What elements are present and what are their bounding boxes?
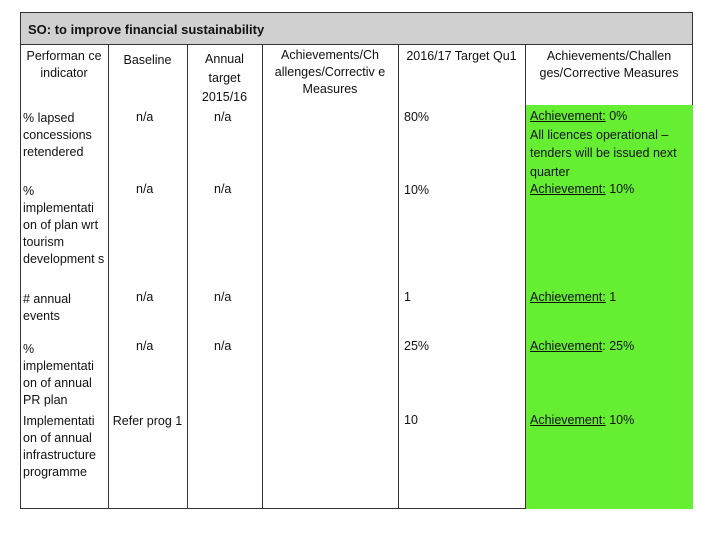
header-annual-target: Annual target 2015/16 (201, 52, 248, 104)
header-indicator: Performan ce indicator (26, 49, 102, 80)
row-1-baseline: n/a (136, 110, 154, 124)
row-2-indicator: % implementati on of plan wrt tourism development s (23, 184, 105, 266)
header-achievements-1: Achievements/Ch allenges/Correctiv e Measures (274, 48, 386, 96)
achievement-value: : 25% (602, 339, 635, 353)
row-3-target-q1: 1 (404, 290, 411, 304)
column-divider (398, 45, 399, 509)
row-1-indicator: % lapsed concessions retendered (23, 111, 92, 159)
row-2-target-q1: 10% (404, 183, 430, 197)
achievement-value: 0% (605, 109, 628, 123)
achievement-label: Achievement: (530, 109, 606, 123)
header-achievements-2: Achievements/Challen ges/Corrective Measures (539, 49, 679, 80)
row-1-target-q1: 80% (404, 110, 430, 124)
column-divider (187, 45, 188, 509)
row-2-achievement (530, 181, 634, 198)
row-5-baseline: Refer prog 1 (112, 414, 183, 428)
row-5-target-q1: 10 (404, 413, 418, 427)
row-4-achievement (530, 338, 634, 355)
row-1-annual-target: n/a (214, 110, 232, 124)
row-3-indicator: # annual events (23, 292, 71, 323)
achievement-value: 1 (605, 290, 617, 304)
column-divider (262, 45, 263, 509)
achievement-label: Achievement (530, 339, 603, 353)
row-4-indicator: % implementati on of annual PR plan (23, 342, 94, 407)
column-divider (525, 45, 526, 509)
row-3-baseline: n/a (136, 290, 154, 304)
row-4-baseline: n/a (136, 339, 154, 353)
achievement-label: Achievement: (530, 290, 606, 304)
column-divider (108, 45, 109, 509)
achievement-value: 10% (605, 182, 635, 196)
row-2-annual-target: n/a (214, 182, 232, 196)
achievement-label: Achievement: (530, 413, 606, 427)
header-baseline: Baseline (123, 53, 172, 67)
row-4-annual-target: n/a (214, 339, 232, 353)
row-2-baseline: n/a (136, 182, 154, 196)
row-5-indicator: Implementati on of annual infrastructure programme (23, 414, 96, 479)
row-3-achievement (530, 289, 616, 306)
row-1-achievement (530, 107, 690, 181)
row-5-achievement (530, 412, 634, 429)
row-3-annual-target: n/a (214, 290, 232, 304)
achievement-value: 10% (605, 413, 635, 427)
header-target-q1: 2016/17 Target Qu1 (406, 49, 517, 63)
row-4-target-q1: 25% (404, 339, 430, 353)
objective-banner: SO: to improve financial sustainability (20, 12, 693, 45)
achievement-label: Achievement: (530, 182, 606, 196)
achievement-note: All licences operational – tenders will be issued next quarter (530, 127, 677, 179)
